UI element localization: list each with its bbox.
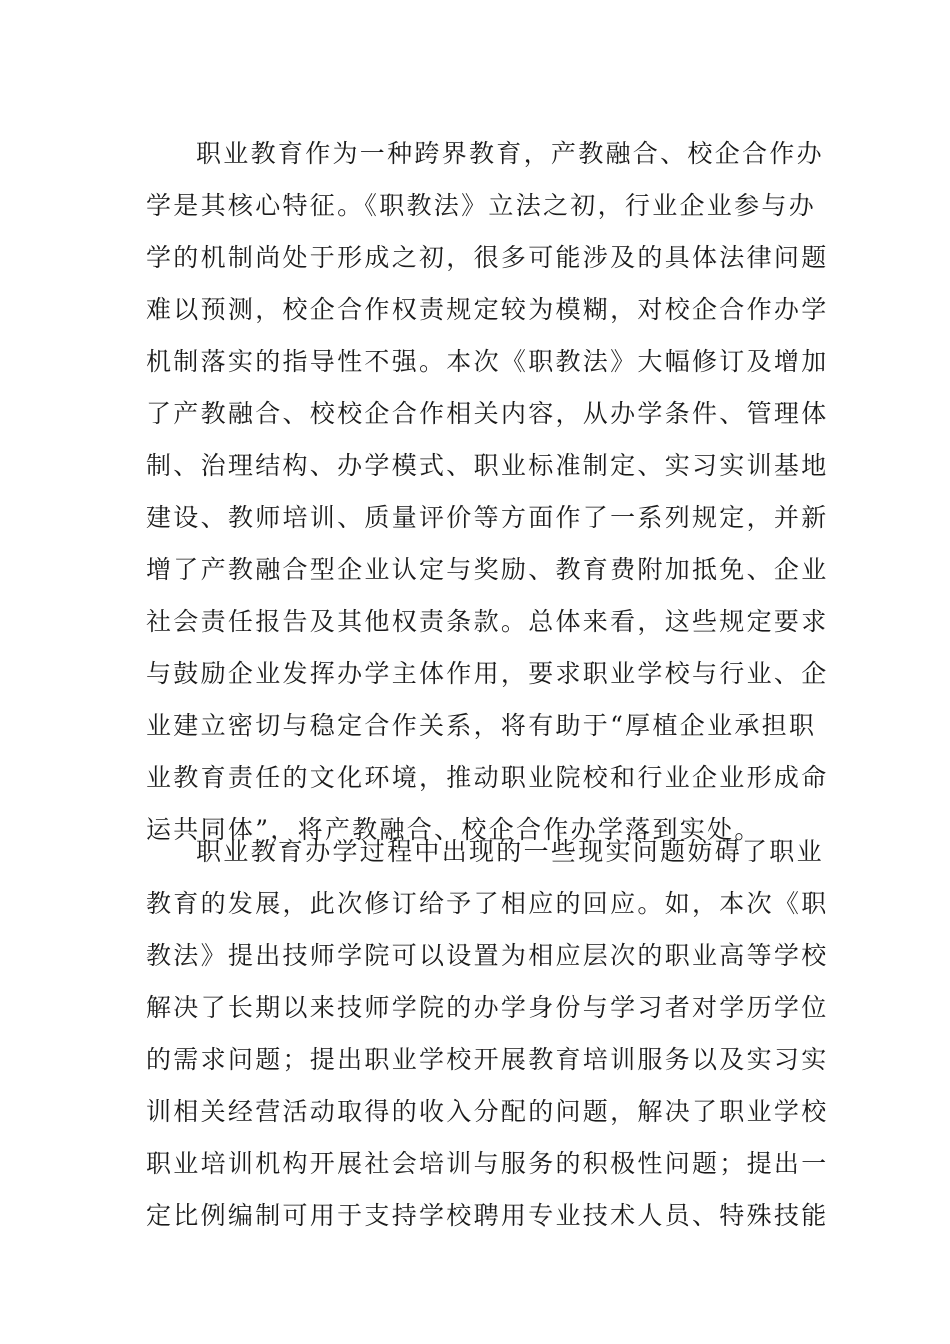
paragraph-line: 机制落实的指导性不强。本次《职教法》大幅修订及增加: [146, 347, 829, 376]
paragraph-line: 运共同体”，将产教融合、校企合作办学落到实处。: [146, 815, 762, 844]
paragraph-line: 与鼓励企业发挥办学主体作用，要求职业学校与行业、企: [146, 659, 829, 688]
paragraph-line: 学是其核心特征。《职教法》立法之初，行业企业参与办: [146, 191, 817, 220]
paragraph-line: 了产教融合、校校企合作相关内容，从办学条件、管理体: [146, 399, 829, 428]
paragraph-line: 学的机制尚处于形成之初，很多可能涉及的具体法律问题: [146, 243, 829, 272]
paragraph-line: 的需求问题；提出职业学校开展教育培训服务以及实习实: [146, 1045, 829, 1074]
paragraph-line: 业建立密切与稳定合作关系，将有助于“厚植企业承担职: [146, 711, 817, 740]
paragraph-2: [146, 826, 829, 1242]
paragraph-line: 社会责任报告及其他权责条款。总体来看，这些规定要求: [146, 607, 829, 636]
paragraph-line: 业教育责任的文化环境，推动职业院校和行业企业形成命: [146, 763, 829, 792]
paragraph-line: 训相关经营活动取得的收入分配的问题，解决了职业学校: [146, 1097, 829, 1126]
paragraph-line: 建设、教师培训、质量评价等方面作了一系列规定，并新: [146, 503, 829, 532]
paragraph-line: 制、治理结构、办学模式、职业标准制定、实习实训基地: [146, 451, 829, 480]
paragraph-line: 定比例编制可用于支持学校聘用专业技术人员、特殊技能: [146, 1201, 829, 1230]
paragraph-line: 解决了长期以来技师学院的办学身份与学习者对学历学位: [146, 993, 829, 1022]
paragraph-line: 教育的发展，此次修订给予了相应的回应。如，本次《职: [146, 889, 829, 918]
paragraph-line: 增了产教融合型企业认定与奖励、教育费附加抵免、企业: [146, 555, 829, 584]
paragraph-line: 教法》提出技师学院可以设置为相应层次的职业高等学校: [146, 941, 829, 970]
paragraph-1: [146, 128, 829, 856]
paragraph-line: 职业培训机构开展社会培训与服务的积极性问题；提出一: [146, 1149, 829, 1178]
paragraph-line: 职业教育作为一种跨界教育，产教融合、校企合作办: [196, 139, 824, 168]
paragraph-line: 难以预测，校企合作权责规定较为模糊，对校企合作办学: [146, 295, 829, 324]
paragraph-line: 职业教育办学过程中出现的一些现实问题妨碍了职业: [196, 837, 824, 866]
